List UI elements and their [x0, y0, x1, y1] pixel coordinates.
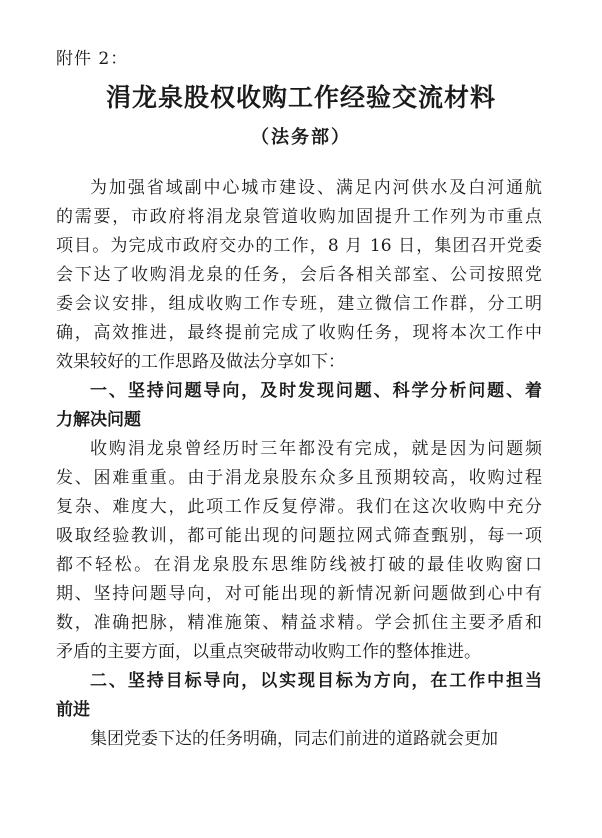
document-body	[56, 174, 542, 754]
text-line: 确，高效推进，最终提前完成了收购任务，现将本次工作中	[56, 323, 542, 343]
text-line: 前进	[56, 700, 90, 720]
text-line: 项目。为完成市政府交办的工作，8 月 16 日，集团召开党委	[56, 236, 542, 256]
department-label: （法务部）	[251, 127, 351, 148]
text-line: 期、坚持问题导向，对可能出现的新情况新问题做到心中有	[56, 584, 542, 604]
body-paragraph	[56, 435, 542, 667]
text-line: 矛盾的主要方面，以重点突破带动收购工作的整体推进。	[56, 642, 481, 662]
body-paragraph	[56, 725, 542, 754]
text-line: 力解决问题	[56, 410, 141, 430]
section-heading	[56, 667, 542, 725]
text-line: 吸取经验教训，都可能出现的问题拉网式筛查甄别，每一项	[56, 526, 542, 546]
text-line: 复杂、难度大，此项工作反复停滞。我们在这次收购中充分	[56, 497, 542, 517]
text-line: 的需要，市政府将涓龙泉管道收购加固提升工作列为市重点	[56, 207, 542, 227]
text-line: 一、坚持问题导向，及时发现问题、科学分析问题、着	[90, 381, 542, 401]
text-line: 发、困难重重。由于涓龙泉股东众多且预期较高，收购过程	[56, 468, 542, 488]
text-line: 收购涓龙泉曾经历时三年都没有完成，就是因为问题频	[90, 439, 542, 459]
text-line: 委会议安排，组成收购工作专班，建立微信工作群，分工明	[56, 294, 542, 314]
text-line: 效果较好的工作思路及做法分享如下：	[56, 352, 345, 372]
body-paragraph	[56, 174, 542, 377]
document-title: 涓龙泉股权收购工作经验交流材料	[105, 83, 496, 112]
text-line: 都不轻松。在涓龙泉股东思维防线被打破的最佳收购窗口	[56, 555, 542, 575]
text-line: 为加强省域副中心城市建设、满足内河供水及白河通航	[90, 178, 542, 198]
text-line: 会下达了收购涓龙泉的任务，会后各相关部室、公司按照党	[56, 265, 542, 285]
section-heading	[56, 377, 542, 435]
text-line: 数，准确把脉，精准施策、精益求精。学会抓住主要矛盾和	[56, 613, 542, 633]
attachment-label: 附件 2：	[56, 49, 129, 69]
text-line: 二、坚持目标导向，以实现目标为方向，在工作中担当	[90, 671, 542, 691]
text-line: 集团党委下达的任务明确，同志们前进的道路就会更加	[90, 729, 498, 749]
